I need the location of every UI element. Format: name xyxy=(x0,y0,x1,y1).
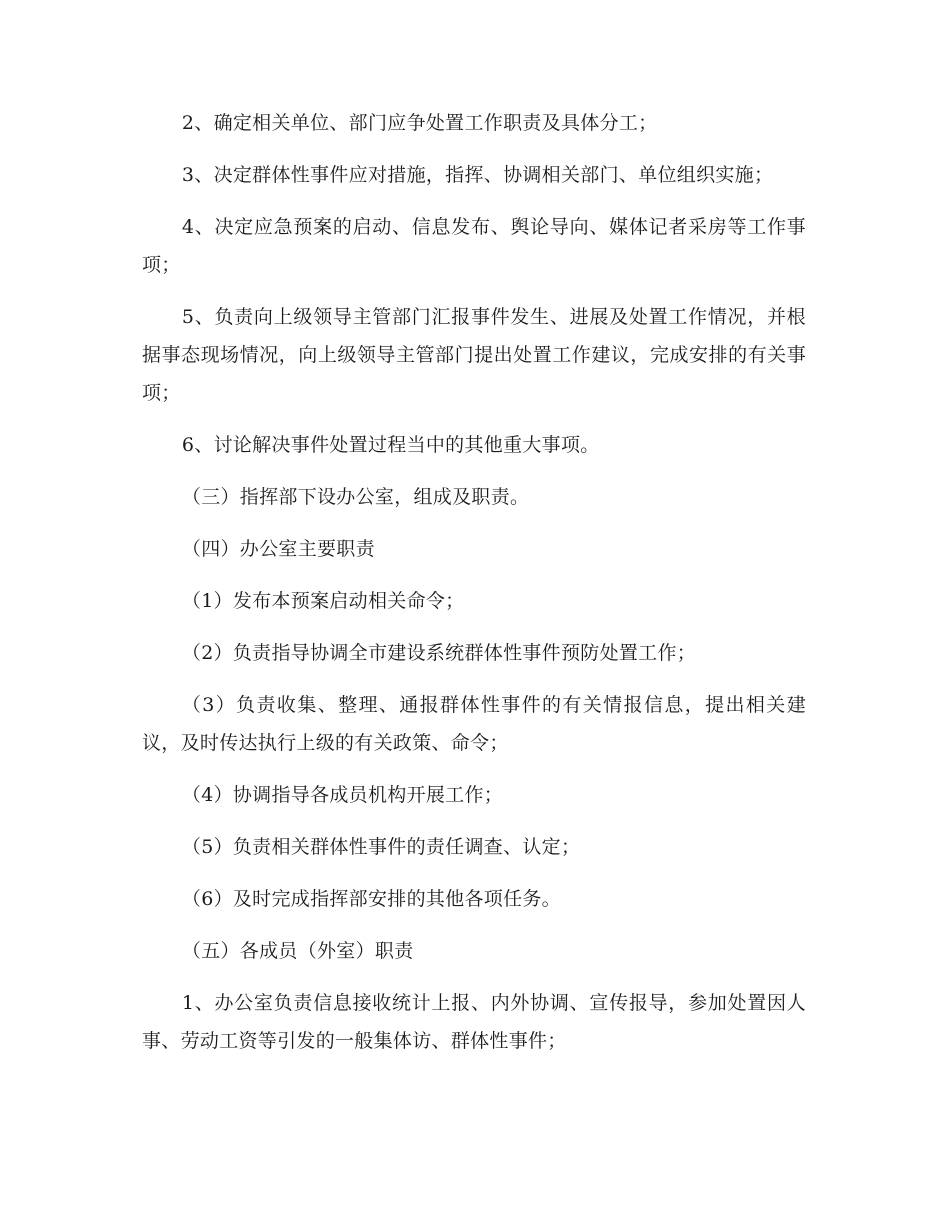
office-duty-6: （6）及时完成指挥部安排的其他各项任务。 xyxy=(181,888,561,910)
paragraph-duty-4: 4、决定应急预案的启动、信息发布、舆论导向、媒体记者采房等工作事项； xyxy=(142,216,806,276)
office-duty-5: （5）负责相关群体性事件的责任调查、认定； xyxy=(181,836,581,858)
section-heading-5: （五）各成员（外室）职责 xyxy=(181,940,414,962)
office-duty-1: （1）发布本预案启动相关命令； xyxy=(181,590,465,612)
paragraph-duty-6: 6、讨论解决事件处置过程当中的其他重大事项。 xyxy=(181,434,600,456)
document-body xyxy=(142,104,806,1074)
paragraph-duty-2: 2、确定相关单位、部门应争处置工作职责及具体分工； xyxy=(181,112,658,134)
office-duty-3: （3）负责收集、整理、通报群体性事件的有关情报信息，提出相关建议，及时传达执行上级的有关政策、命令； xyxy=(142,694,806,754)
section-heading-3: （三）指挥部下设办公室，组成及职责。 xyxy=(181,486,530,508)
paragraph-duty-5: 5、负责向上级领导主管部门汇报事件发生、进展及处置工作情况，并根据事态现场情况，向上级领导主管部门提出处置工作建议，完成安排的有关事项； xyxy=(142,306,806,404)
office-duty-2: （2）负责指导协调全市建设系统群体性事件预防处置工作； xyxy=(181,642,697,664)
office-duty-4: （4）协调指导各成员机构开展工作； xyxy=(181,784,504,806)
member-duty-1: 1、办公室负责信息接收统计上报、内外协调、宣传报导，参加处置因人事、劳动工资等引发的一般集体访、群体性事件； xyxy=(142,992,806,1052)
paragraph-duty-3: 3、决定群体性事件应对措施，指挥、协调相关部门、单位组织实施； xyxy=(181,164,774,186)
section-heading-4: （四）办公室主要职责 xyxy=(181,538,375,560)
